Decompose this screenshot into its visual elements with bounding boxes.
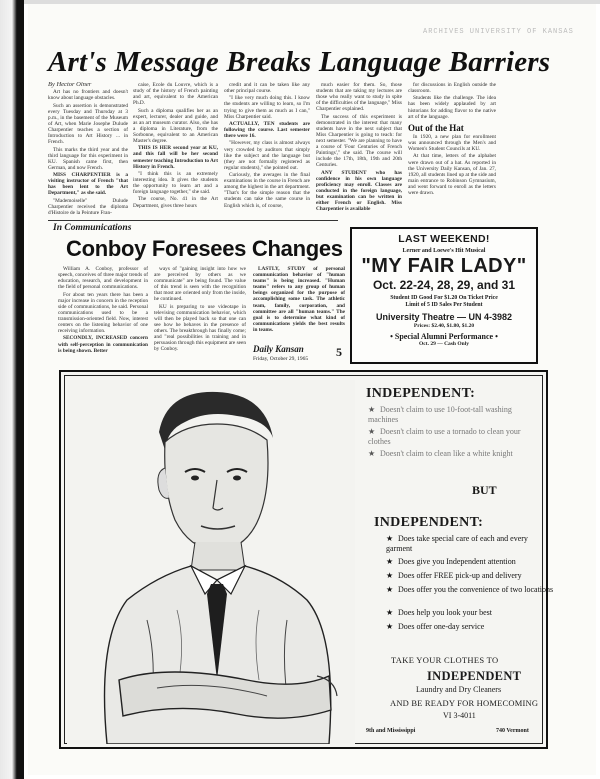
does-text: Does offer you the convenience of two locations	[398, 585, 554, 594]
hat-paragraph: At that time, letters of the alphabet were drawn out of a hat. As reported in the University Daily Kansan, of Jan. 27, 1920, all students lined up at the side and main entrance to Robinson Gymnasium, and went forward to enroll as the letters were drawn.	[408, 153, 496, 196]
art-paragraph: ACTUALLY, TEN students are following the course. Last semester there were 16.	[224, 120, 310, 140]
section-label: In Communications	[53, 223, 132, 233]
art-paragraph: Curiously, the averages in the final examinations in the course in French are among the highest in the art department. "That's for the simple reason that the students can take the same course in English which is, of course,	[224, 172, 310, 209]
take-clothes-line: TAKE YOUR CLOTHES TO	[391, 655, 499, 665]
ad-offer-1: Student ID Good For $1.20 On Ticket Price	[390, 295, 498, 301]
claim-text: Doesn't claim to use a tornado to clean your clothes	[368, 427, 521, 446]
horizontal-rule	[48, 220, 338, 221]
does-text: Does take special care of each and every garment	[386, 534, 528, 553]
claim-text: Doesn't claim to use 10-foot-tall washing machines	[368, 405, 512, 424]
star-icon: ★	[386, 571, 394, 580]
newspaper-page	[28, 4, 596, 775]
does-text: Does offer one-day service	[398, 622, 485, 631]
independent-heading: INDEPENDENT:	[366, 386, 476, 401]
art-column-2	[133, 82, 218, 222]
ad-show-dates: Oct. 22-24, 28, 29, and 31	[372, 278, 516, 292]
ad-show-title: "MY FAIR LADY"	[361, 255, 527, 277]
art-paragraph: for discussions in English outside the classroom.	[408, 82, 496, 95]
conboy-column-2	[154, 266, 246, 376]
does-item	[386, 585, 556, 595]
art-paragraph: much easier for them. So, those students that are taking my lectures are those who really want to study in spite of the difficulties of the language," Miss Charpentier explained.	[316, 82, 402, 113]
ad-special-text: Special Alumni Performance	[394, 332, 494, 341]
art-paragraph: Such a diploma qualifies her as an expert, lecturer, dealer and guide, and as an art museum curator. Also, she has a diploma in Literature, from the Sorbonne, equivalent to an American Master's degree.	[133, 107, 218, 145]
ad-presenter: Lerner and Loewe's Hit Musical	[402, 248, 486, 254]
star-icon: ★	[386, 534, 394, 543]
art-byline: By Hector Olner	[48, 82, 92, 88]
ad-theatre: University Theatre — UN 4-3982	[375, 312, 513, 322]
brand-name: INDEPENDENT	[427, 669, 522, 683]
ad-banner: LAST WEEKEND!	[398, 233, 490, 245]
star-icon: ★	[386, 585, 394, 594]
ad-prices: Prices: $2.40, $1.80, $1.20	[413, 323, 475, 329]
but-label: BUT	[472, 483, 497, 497]
conboy-column-1	[58, 266, 148, 376]
ad-text-block	[346, 372, 554, 747]
hat-subhead: Out of the Hat	[408, 122, 464, 133]
ad-special-date: Oct. 29 — Cash Only	[419, 341, 469, 347]
art-paragraph: "I think this is an extremely interesting idea. It gives the students the opportunity to learn art and a foreign language together," she said.	[133, 170, 218, 196]
conboy-paragraph: KU is preparing to use videotape in televising communication behavior, which will then be played back so that one can see how he behaves in the presence of others. The breakthrough has finally come; and "real possibilities in training and in persuasion through this equipment are seen by Conboy.	[154, 303, 246, 353]
art-column-5	[408, 82, 496, 222]
conboy-headline: Conboy Foresees Changes	[66, 236, 343, 261]
art-paragraph: MISS CHARPENTIER is a visiting instructor of French "that has been lent to the Art Department," as she said.	[48, 172, 128, 197]
art-paragraph: ANY STUDENT who has confidence in his own language proficiency may enroll. Classes are conducted in the foreign language, but examination can be written in either French or English. Miss Charpentier is available	[316, 169, 402, 213]
claim-text: Doesn't claim to clean like a white knight	[380, 449, 513, 458]
conboy-paragraph: SECONDLY, INCREASED concern with self-perception in communication is being shown. Better	[58, 335, 148, 354]
art-paragraph: Students like the challenge. The idea has been widely applauded by art historians for adding flavor to the native art of the language.	[408, 95, 496, 120]
star-icon: ★	[368, 427, 376, 436]
art-paragraph: caise, Ecole du Louvre, which is a study of the history of French painting and art, equivalent to the American Ph.D.	[133, 82, 218, 107]
homecoming-line: AND BE READY FOR HOMECOMING	[390, 698, 539, 708]
claim-item	[368, 405, 533, 425]
hat-paragraph: In 1920, a new plan for enrollment was announced through the Men's and Women's Student Councils at KU.	[408, 133, 496, 153]
conboy-column-3	[253, 266, 345, 340]
ad-special: • Special Alumni Performance •	[390, 332, 498, 341]
independent-heading-2: INDEPENDENT:	[374, 515, 484, 530]
star-icon: ★	[386, 608, 394, 617]
issue-date: Friday, October 29, 1965	[253, 356, 309, 362]
art-paragraph: The course, No. 41 in the Art Department, gives three hours	[133, 196, 218, 209]
art-headline: Art's Message Breaks Language Barriers	[48, 46, 551, 78]
art-column-4	[316, 82, 402, 222]
star-icon: ★	[368, 449, 376, 458]
star-icon: ★	[386, 622, 394, 631]
art-paragraph: Art has no frontiers and doesn't know about language obstacles.	[48, 89, 128, 102]
address-1: 9th and Mississippi	[366, 728, 416, 734]
does-text: Does help you look your best	[398, 608, 492, 617]
does-item	[386, 534, 556, 554]
my-fair-lady-ad	[350, 227, 538, 364]
does-text: Does offer FREE pick-up and delivery	[398, 571, 522, 580]
conboy-paragraph: LASTLY, STUDY of personal communication behavior of "human teams" is being increased. "Human teams" refers to any group of human beings organized for the purpose of accomplishing some task. The athletic team, family, corporation, and committee are all "human teams." The goal is to determine what kind of communications yields the best results in teams.	[253, 266, 345, 333]
brand-subtitle: Laundry and Dry Cleaners	[416, 685, 502, 694]
newspaper-name: Daily Kansan	[253, 344, 304, 354]
art-column-3	[224, 82, 310, 222]
star-icon: ★	[386, 557, 394, 566]
art-paragraph: THIS IS HER second year at KU, and this fall will be her second semester teaching Introduction to Art History in French.	[133, 145, 218, 170]
address-2: 740 Vermont	[496, 728, 529, 734]
star-icon: ★	[368, 405, 376, 414]
phone-number: VI 3-4011	[443, 711, 476, 720]
does-item	[386, 557, 556, 567]
ad-offer-2: Limit of 5 ID Sales Per Student	[405, 302, 483, 308]
does-item	[386, 571, 556, 581]
art-paragraph: "I like very much doing this. I know the students are willing to learn, so I'm trying to give them as much as I can," Miss Charpentier said.	[224, 95, 310, 120]
archive-stamp: ARCHIVES UNIVERSITY OF KANSAS	[423, 28, 574, 36]
does-item	[386, 622, 556, 632]
art-paragraph: The success of this experiment is demonstrated in the interest that many students have in the next subject that Miss Charpentier is going to teach: for next semester. "We are planning to have a course of 'Four Centuries of French Paintings'," she said. The course will include the 17th, 18th, 19th and 20th Centuries.	[316, 113, 402, 169]
independent-cleaners-ad	[59, 370, 554, 749]
art-column-1	[48, 82, 128, 222]
art-paragraph: credit and it can be taken like any other principal course.	[224, 82, 310, 95]
art-paragraph: "However, my class is almost always very crowded by auditors that simply like the subject and the language but (they are not formally registered as regular students)," she pointed out.	[224, 140, 310, 171]
conboy-paragraph: For about ten years there has been a major increase in concern in the reception side of communications, he said. Personal communications used to be a transmission-oriented field. Now, interest centers on the listening behavior of one receiving information.	[58, 291, 148, 335]
claim-item	[368, 449, 533, 459]
conboy-paragraph: William A. Conboy, professor of speech, conceives of three major trends of education, research, and development in the field of personal communications.	[58, 266, 148, 291]
art-paragraph: "Mademoiselle" Dulude Charpentier received the diploma d'Histoire de la Peinture Fran-	[48, 197, 128, 216]
art-paragraph: Such an assertion is demonstrated every Tuesday and Thursday at 3 p.m., in the basement of the Museum of Art, when Marie Josephe Dulude Charpentier teaches a section of Introduction to Art History ... in French.	[48, 102, 128, 146]
claim-item	[368, 427, 533, 447]
conboy-paragraph: ways of "gaining insight into how we are perceived by others as we communicate" are being found. The value of this trend is seen with the recognition that most are oriented only from the inside, he continued.	[154, 266, 246, 303]
page-edge-left	[0, 0, 24, 779]
man-illustration	[67, 380, 355, 744]
art-paragraph: This marks the third year and the third language for this experiment in KU. Spanish came first, then German, and now French.	[48, 146, 128, 171]
page-number: 5	[336, 345, 342, 359]
does-item	[386, 608, 556, 618]
does-text: Does give you Independent attention	[398, 557, 516, 566]
